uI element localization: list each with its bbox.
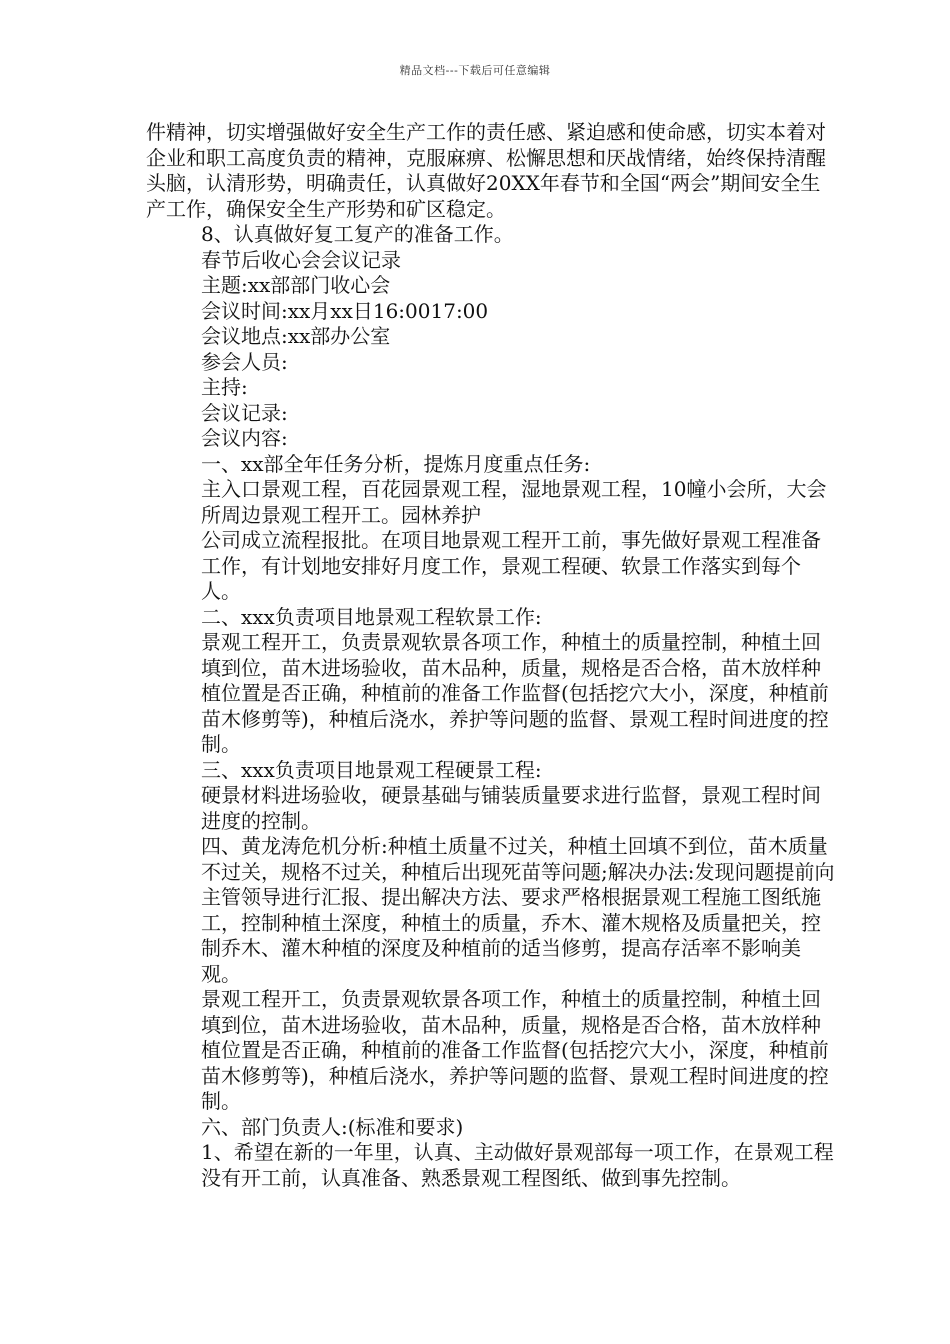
heading-three: 三、xxx负责项目地景观工程硬景工程:: [201, 757, 542, 782]
page-header: 精品文档---下载后可任意编辑: [399, 64, 551, 77]
paragraph-continuation: 件精神，切实增强做好安全生产工作的责任感、紧迫感和使命感，切实本着对企业和职工高度负责的精神，克服麻痹、松懈思想和厌战情绪，始终保持清醒头脑，认清形势，明确责任，认真做好20XX年春节和全国“两会”期间安全生产工作，确保安全生产形势和矿区稳定。: [146, 120, 826, 221]
meeting-host: 主持:: [201, 375, 248, 399]
meeting-attendees: 参会人员:: [201, 349, 288, 374]
meeting-recorder: 会议记录:: [201, 400, 288, 425]
paragraph-softscape-repeat: 景观工程开工，负责景观软景各项工作，种植土的质量控制，种植土回填到位，苗木进场验收，苗木品种，质量，规格是否合格，苗木放样种植位置是否正确，种植前的准备工作监督(包括挖穴大小，深度，种植前苗木修剪等)，种植后浇水，养护等问题的监督、景观工程时间进度的控制。: [201, 987, 829, 1113]
paragraph-softscape: 景观工程开工，负责景观软景各项工作，种植土的质量控制，种植土回填到位，苗木进场验收，苗木品种，质量，规格是否合格，苗木放样种植位置是否正确，种植前的准备工作监督(包括挖穴大小，深度，种植前苗木修剪等)，种植后浇水，养护等问题的监督、景观工程时间进度的控制。: [201, 630, 829, 756]
paragraph-approval: 公司成立流程报批。在项目地景观工程开工前，事先做好景观工程准备工作，有计划地安排好月度工作，景观工程硬、软景工作落实到每个人。: [201, 528, 821, 603]
meeting-content-label: 会议内容:: [201, 426, 288, 450]
document-body: [146, 120, 836, 1191]
section-title: 春节后收心会会议记录: [201, 247, 401, 272]
paragraph-item-8: 8、认真做好复工复产的准备工作。: [201, 222, 514, 246]
meeting-location: 会议地点:xx部办公室: [201, 324, 391, 348]
paragraph-projects: 主入口景观工程，百花园景观工程，湿地景观工程，10幢小会所，大会所周边景观工程开工。园林养护: [201, 477, 827, 527]
meeting-topic: 主题:xx部部门收心会: [201, 273, 391, 297]
heading-four: 四、黄龙涛危机分析:种植土质量不过关，种植土回填不到位，苗木质量不过关，规格不过关，种植后出现死苗等问题;解决办法:发现问题提前向主管领导进行汇报、提出解决方法、要求严格根据景观工程施工图纸施工，控制种植土深度，种植土的质量，乔木、灌木规格及质量把关，控制乔木、灌木种植的深度及种植前的适当修剪，提高存活率不影响美观。: [201, 834, 835, 986]
heading-six: 六、部门负责人:(标准和要求): [201, 1114, 464, 1139]
meeting-time: 会议时间:xx月xx日16:0017:00: [201, 298, 489, 323]
paragraph-expectation-1: 1、希望在新的一年里，认真、主动做好景观部每一项工作，在景观工程没有开工前，认真准备、熟悉景观工程图纸、做到事先控制。: [201, 1140, 834, 1190]
heading-two: 二、xxx负责项目地景观工程软景工作:: [201, 604, 542, 629]
paragraph-hardscape: 硬景材料进场验收，硬景基础与铺装质量要求进行监督，景观工程时间进度的控制。: [201, 783, 821, 833]
heading-one: 一、xx部全年任务分析，提炼月度重点任务:: [201, 451, 591, 476]
